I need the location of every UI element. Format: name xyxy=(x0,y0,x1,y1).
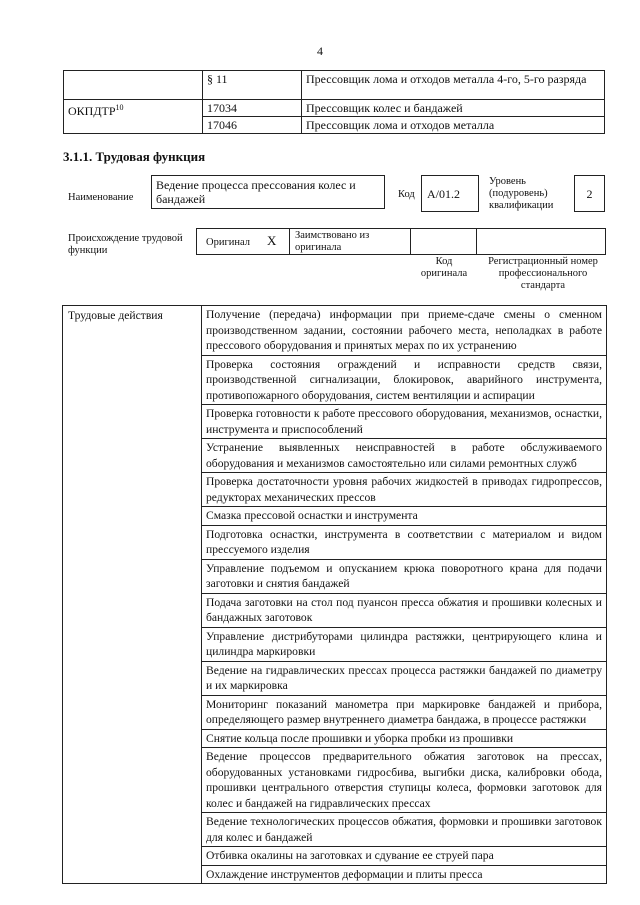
footnote-mark: 10 xyxy=(115,103,124,112)
original-mark: X xyxy=(267,233,277,248)
action-item: Подача заготовки на стол под пуансон пресса обжатия и прошивки колесных и бандажных заготовок xyxy=(202,593,607,627)
title-cell: Прессовщик лома и отходов металла xyxy=(302,117,605,134)
section-title: 3.1.1. Трудовая функция xyxy=(63,149,206,164)
function-name-box: Ведение процесса прессования колес и бандажей xyxy=(151,175,385,209)
action-item: Управление подъемом и опусканием крюка поворотного крана для подачи заготовки и снятия бандажей xyxy=(202,559,607,593)
code-cell: 17034 xyxy=(203,100,302,117)
code-name-cell xyxy=(64,71,203,100)
page-number: 4 xyxy=(317,44,323,58)
labor-actions-table xyxy=(62,305,607,884)
original-label: Оригинал xyxy=(206,237,250,248)
level-label: Уровень (подуровень) квалификации xyxy=(489,176,554,211)
actions-header: Трудовые действия xyxy=(63,306,202,884)
action-item: Подготовка оснастки, инструмента в соответствии с материалом и видом прессуемого изделия xyxy=(202,525,607,559)
action-item: Ведение на гидравлических прессах процесса растяжки бандажей по диаметру и их маркировка xyxy=(202,661,607,695)
code-cell: § 11 xyxy=(203,71,302,100)
origin-label: Происхождение трудовой функции xyxy=(68,233,183,256)
name-label: Наименование xyxy=(68,192,134,203)
classification-table xyxy=(63,70,605,134)
action-item: Проверка готовности к работе прессового оборудования, механизмов, оснастки, инструмента и приспособлений xyxy=(202,405,607,439)
action-item: Мониторинг показаний манометра при маркировке бандажей и прибора, определяющего размер внутреннего диаметра бандажа, в процессе растяжки xyxy=(202,695,607,729)
action-item: Охлаждение инструментов деформации и плиты пресса xyxy=(202,865,607,884)
code-label: Код xyxy=(398,189,415,200)
function-code-box: А/01.2 xyxy=(421,175,479,212)
okpdtr-label: ОКПДТР xyxy=(68,104,116,118)
divider xyxy=(476,229,477,254)
level-value-box: 2 xyxy=(574,175,605,212)
table-row xyxy=(64,71,605,100)
action-item: Проверка достаточности уровня рабочих жидкостей в приводах гидропрессов, редукторах механических прессов xyxy=(202,473,607,507)
title-cell: Прессовщик лома и отходов металла 4-го, 5-го разряда xyxy=(302,71,605,100)
divider xyxy=(410,229,411,254)
action-item: Проверка состояния ограждений и исправности средств связи, производственной сигнализации, блокировок, аварийного инструмента, противопожарного оборудования, систем вентиляции и аспирации xyxy=(202,355,607,405)
code-original-caption: Код оригинала xyxy=(420,256,468,279)
table-row xyxy=(64,100,605,117)
code-cell: 17046 xyxy=(203,117,302,134)
reg-number-caption: Регистрационный номер профессионального стандарта xyxy=(488,256,598,291)
title-cell: Прессовщик колес и бандажей xyxy=(302,100,605,117)
action-item: Смазка прессовой оснастки и инструмента xyxy=(202,507,607,526)
action-item: Ведение процессов предварительного обжатия заготовок на прессах, оборудованных установками гидросбива, выгибки диска, калибровки обода, прошивки центрального отверстия ступицы колеса, формовки заготовок для колес и бандажей на гидравлических прессах xyxy=(202,748,607,813)
action-item: Получение (передача) информации при приеме-сдаче смены о сменном производственном задании, состоянии рабочего места, неполадках в работе прессового оборудования и принятых мерах по их устранению xyxy=(202,306,607,356)
code-name-cell xyxy=(64,100,203,134)
origin-box xyxy=(196,228,606,255)
action-item: Отбивка окалины на заготовках и сдувание ее струей пара xyxy=(202,847,607,866)
divider xyxy=(289,229,290,254)
table-row xyxy=(63,306,607,356)
action-item: Снятие кольца после прошивки и уборка пробки из прошивки xyxy=(202,729,607,748)
action-item: Управление дистрибуторами цилиндра растяжки, центрирующего клина и цилиндра маркировки xyxy=(202,627,607,661)
action-item: Ведение технологических процессов обжатия, формовки и прошивки заготовок для колес и бандажей xyxy=(202,813,607,847)
action-item: Устранение выявленных неисправностей в работе обслуживаемого оборудования и механизмов самостоятельно или силами ремонтных служб xyxy=(202,439,607,473)
borrowed-label: Заимствовано из оригинала xyxy=(295,230,370,253)
